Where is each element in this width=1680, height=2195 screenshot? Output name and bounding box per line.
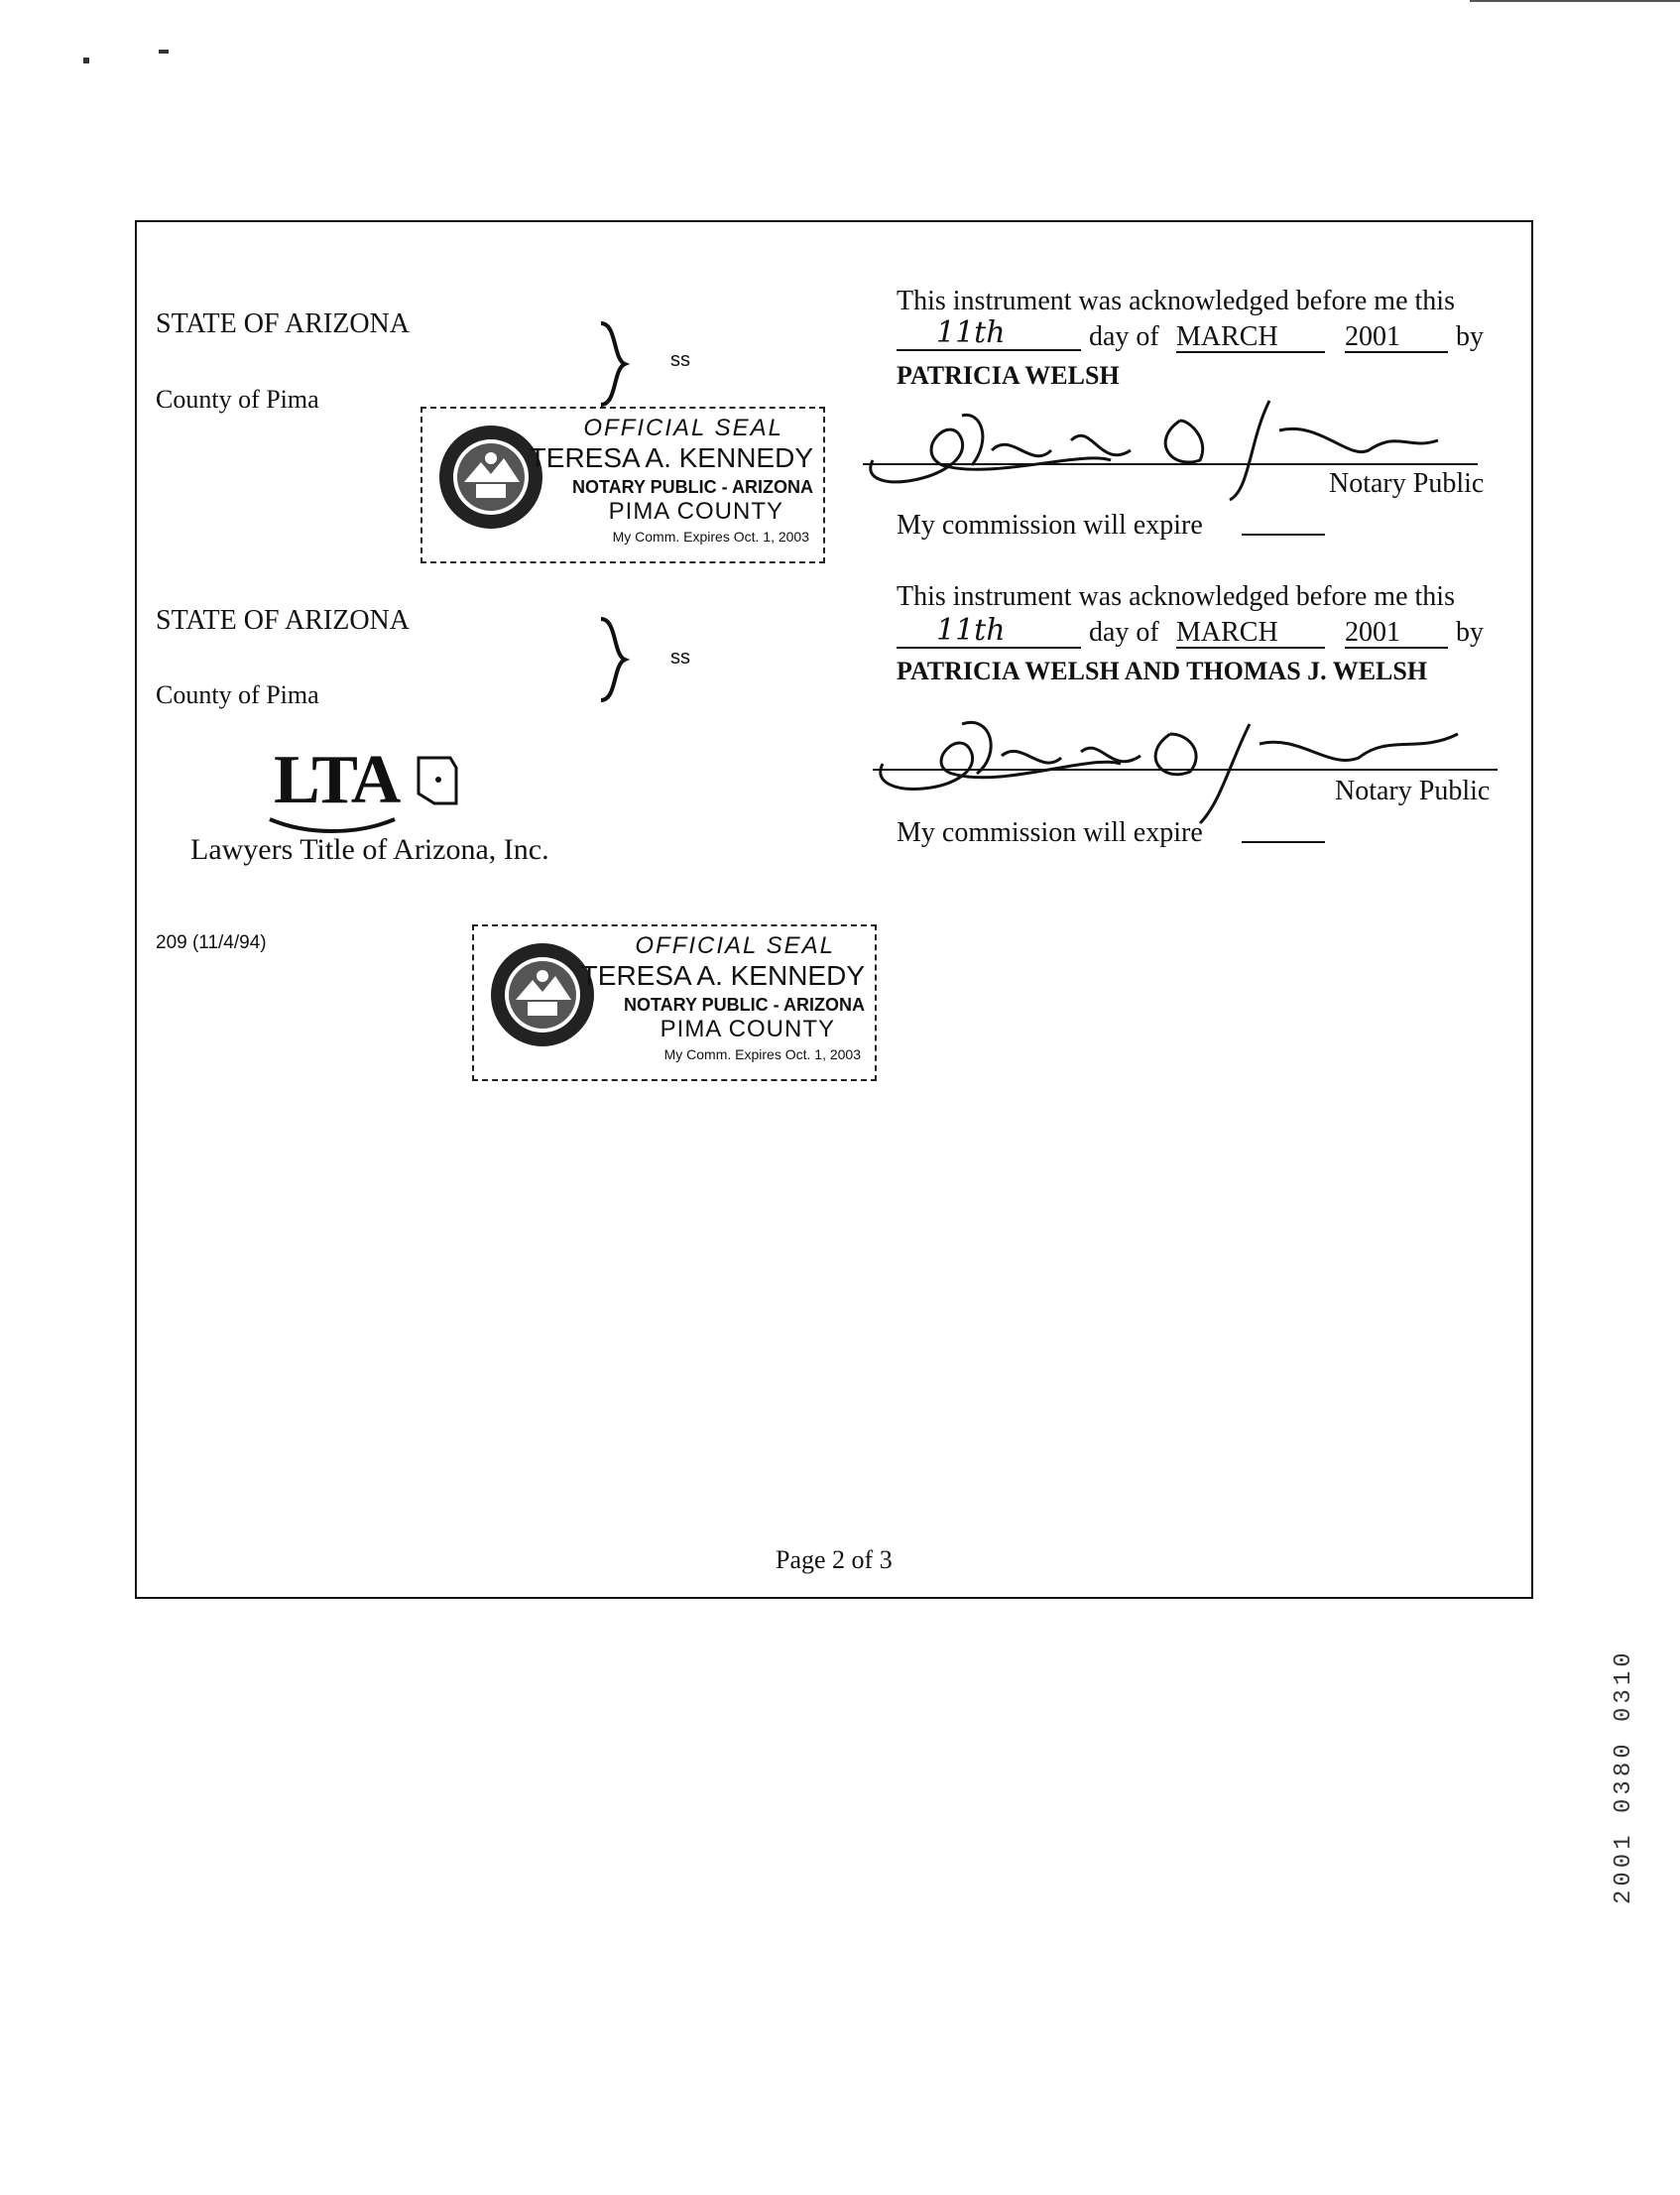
seal-expires: My Comm. Expires Oct. 1, 2003 bbox=[663, 1046, 861, 1062]
logo-company: Lawyers Title of Arizona, Inc. bbox=[190, 833, 549, 866]
seal-county: PIMA COUNTY bbox=[660, 1016, 835, 1042]
ack-dayof-2: day of bbox=[1089, 617, 1159, 648]
arizona-state-icon bbox=[415, 754, 460, 807]
brace-1 bbox=[595, 319, 635, 409]
ack-day-1 bbox=[897, 313, 1081, 351]
ack-signer-1: PATRICIA WELSH bbox=[897, 361, 1120, 390]
brace-2 bbox=[595, 615, 635, 704]
official-seal-2 bbox=[472, 924, 877, 1081]
ack-day-handwritten-1: 11th bbox=[936, 315, 1006, 350]
ack-month-2: MARCH bbox=[1176, 619, 1325, 649]
notary-label-1: Notary Public bbox=[1329, 468, 1485, 499]
margin-document-number: 2001 0380 0310 bbox=[1611, 1648, 1637, 1904]
seal-role: NOTARY PUBLIC - ARIZONA bbox=[572, 477, 813, 497]
arizona-seal-icon bbox=[436, 423, 545, 532]
expire-blank-1 bbox=[1242, 534, 1325, 536]
county-label-1: County of Pima bbox=[156, 385, 319, 414]
logo-mark: LTA bbox=[274, 742, 400, 818]
notary-label-2: Notary Public bbox=[1335, 776, 1491, 806]
county-label-2: County of Pima bbox=[156, 680, 319, 709]
ack-year-1: 2001 bbox=[1345, 323, 1448, 353]
ack-month-1: MARCH bbox=[1176, 323, 1325, 353]
lta-logo bbox=[274, 742, 400, 835]
seal-expires: My Comm. Expires Oct. 1, 2003 bbox=[612, 529, 809, 545]
scan-edge-line bbox=[1470, 0, 1680, 2]
state-label-1: STATE OF ARIZONA bbox=[156, 308, 410, 339]
arizona-seal-icon bbox=[488, 940, 597, 1049]
expire-blank-2 bbox=[1242, 841, 1325, 843]
ack-intro-1: This instrument was acknowledged before me this bbox=[897, 286, 1455, 316]
logo-swoosh bbox=[268, 815, 397, 835]
expire-label-2: My commission will expire bbox=[897, 817, 1203, 848]
seal-county: PIMA COUNTY bbox=[608, 498, 783, 525]
ack-day-2 bbox=[897, 611, 1081, 649]
seal-name: TERESA A. KENNEDY bbox=[529, 442, 813, 473]
ack-by-1: by bbox=[1456, 321, 1484, 352]
seal-name: TERESA A. KENNEDY bbox=[580, 960, 865, 991]
form-number: 209 (11/4/94) bbox=[156, 932, 267, 953]
ss-label-2: ss bbox=[670, 647, 690, 669]
ack-day-handwritten-2: 11th bbox=[936, 613, 1006, 648]
seal-title: OFFICIAL SEAL bbox=[635, 932, 835, 959]
seal-role: NOTARY PUBLIC - ARIZONA bbox=[624, 995, 865, 1015]
ack-dayof-1: day of bbox=[1089, 321, 1159, 352]
scan-speck bbox=[159, 50, 169, 54]
ack-intro-2: This instrument was acknowledged before me this bbox=[897, 581, 1455, 612]
ack-by-2: by bbox=[1456, 617, 1484, 648]
ack-signer-2: PATRICIA WELSH AND THOMAS J. WELSH bbox=[897, 657, 1428, 685]
ss-label-1: ss bbox=[670, 349, 690, 371]
seal-title: OFFICIAL SEAL bbox=[583, 415, 783, 441]
notary-signature-2 bbox=[863, 694, 1507, 833]
page-label: Page 2 of 3 bbox=[776, 1545, 893, 1574]
ack-year-2: 2001 bbox=[1345, 619, 1448, 649]
scan-speck bbox=[83, 58, 89, 63]
official-seal-1 bbox=[420, 407, 825, 563]
state-label-2: STATE OF ARIZONA bbox=[156, 605, 410, 636]
expire-label-1: My commission will expire bbox=[897, 510, 1203, 541]
